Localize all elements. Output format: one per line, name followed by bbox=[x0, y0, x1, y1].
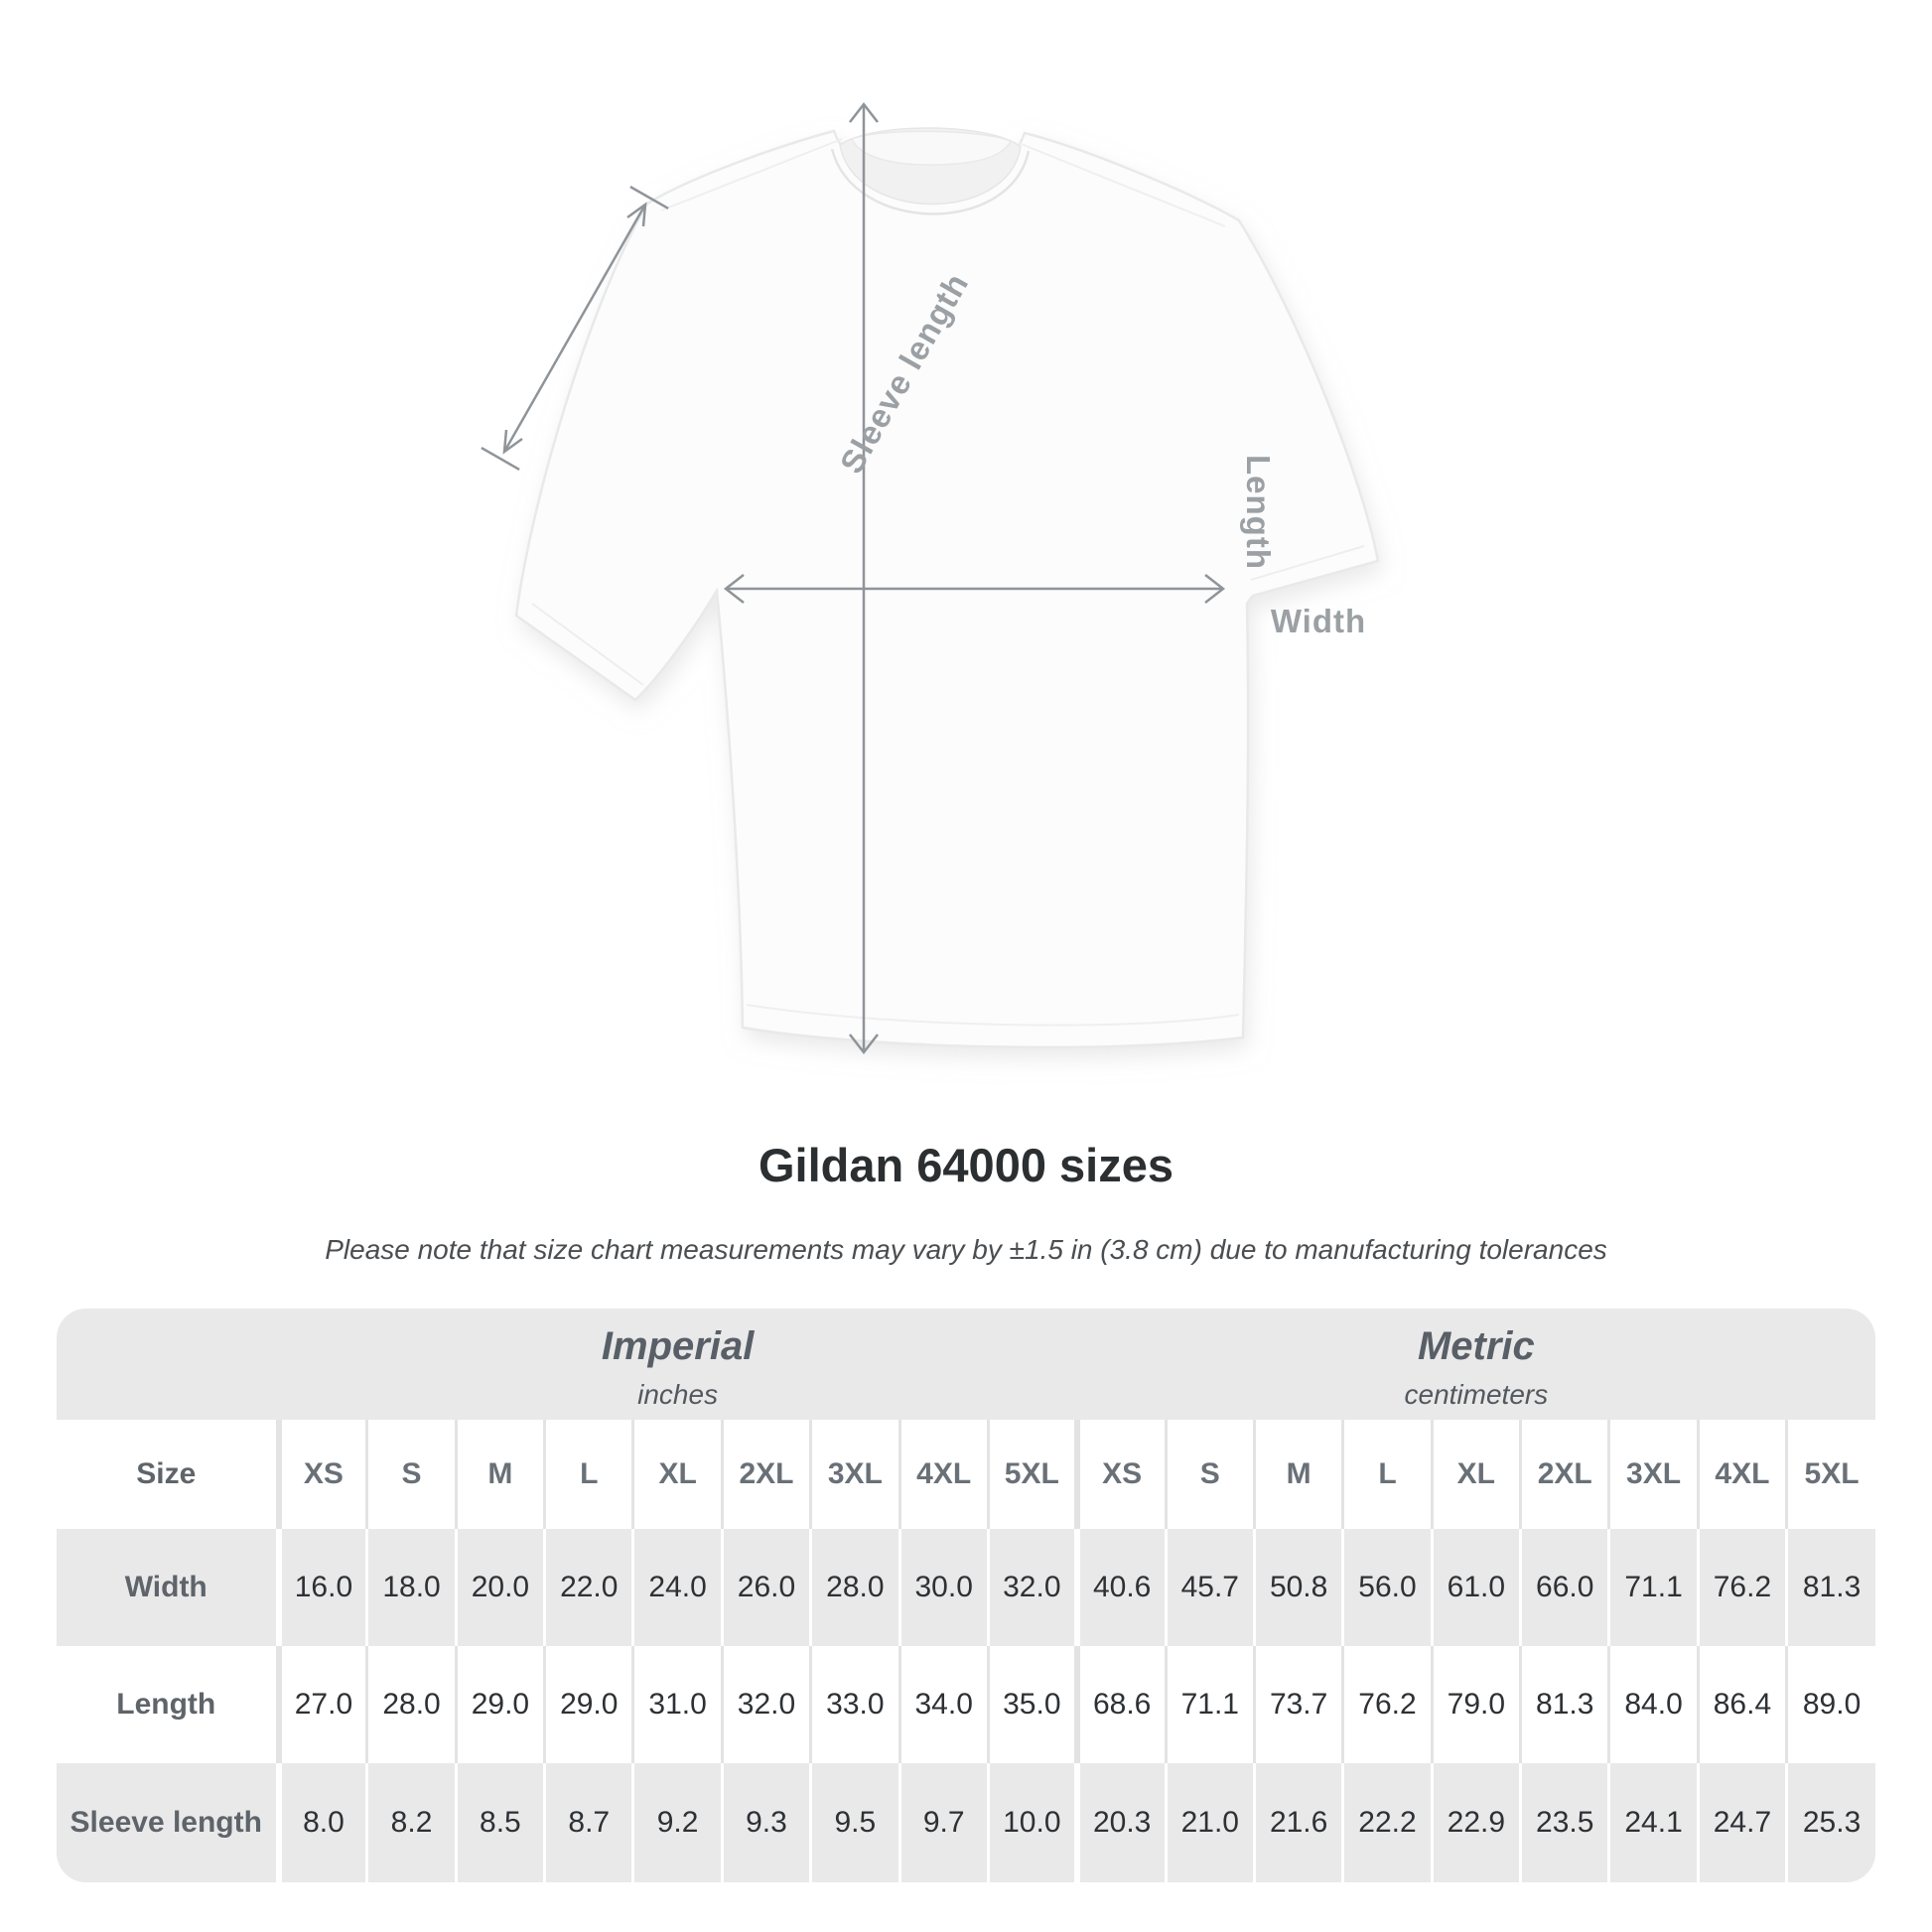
table-cell: 31.0 bbox=[633, 1646, 722, 1763]
size-col: S bbox=[367, 1420, 456, 1529]
table-cell: 34.0 bbox=[899, 1646, 988, 1763]
size-col: 2XL bbox=[722, 1420, 810, 1529]
metric-header bbox=[1077, 1309, 1875, 1420]
size-col: 2XL bbox=[1521, 1420, 1609, 1529]
table-cell: 45.7 bbox=[1166, 1529, 1254, 1646]
size-col: L bbox=[545, 1420, 633, 1529]
table-cell: 86.4 bbox=[1698, 1646, 1786, 1763]
length-label: Length bbox=[1240, 455, 1277, 570]
metric-unit: centimeters bbox=[1404, 1378, 1549, 1410]
size-col: XL bbox=[1432, 1420, 1520, 1529]
table-cell: 50.8 bbox=[1254, 1529, 1342, 1646]
metric-title: Metric bbox=[1417, 1323, 1535, 1368]
unit-header-spacer bbox=[57, 1309, 279, 1420]
table-cell: 33.0 bbox=[811, 1646, 899, 1763]
table-cell: 79.0 bbox=[1432, 1646, 1520, 1763]
table-cell: 26.0 bbox=[722, 1529, 810, 1646]
table-cell: 9.3 bbox=[722, 1763, 810, 1882]
table-cell: 27.0 bbox=[279, 1646, 367, 1763]
tolerance-note: Please note that size chart measurements may vary by ±1.5 in (3.8 cm) due to manufacturing tolerances bbox=[325, 1234, 1607, 1265]
sleeve-length-row bbox=[57, 1763, 1875, 1882]
table-cell: 84.0 bbox=[1609, 1646, 1698, 1763]
size-col: 3XL bbox=[811, 1420, 899, 1529]
table-cell: 8.2 bbox=[367, 1763, 456, 1882]
size-col: M bbox=[456, 1420, 544, 1529]
table-cell: 71.1 bbox=[1166, 1646, 1254, 1763]
size-col: 5XL bbox=[1787, 1420, 1875, 1529]
size-col: M bbox=[1254, 1420, 1342, 1529]
size-col: XL bbox=[633, 1420, 722, 1529]
table-cell: 21.0 bbox=[1166, 1763, 1254, 1882]
row-label: Width bbox=[124, 1571, 207, 1603]
table-cell: 28.0 bbox=[811, 1529, 899, 1646]
table-cell: 81.3 bbox=[1787, 1529, 1875, 1646]
table-cell: 76.2 bbox=[1698, 1529, 1786, 1646]
sleeve-length-label: Sleeve length bbox=[832, 266, 976, 480]
page-title: Gildan 64000 sizes bbox=[758, 1139, 1174, 1191]
table-cell: 24.7 bbox=[1698, 1763, 1786, 1882]
unit-header-row bbox=[57, 1309, 1875, 1420]
table-cell: 76.2 bbox=[1343, 1646, 1432, 1763]
size-col: 4XL bbox=[899, 1420, 988, 1529]
table-cell: 56.0 bbox=[1343, 1529, 1432, 1646]
table-cell: 32.0 bbox=[988, 1529, 1076, 1646]
width-row bbox=[57, 1529, 1875, 1646]
table-cell: 24.1 bbox=[1609, 1763, 1698, 1882]
table-cell: 20.0 bbox=[456, 1529, 544, 1646]
table-cell: 16.0 bbox=[279, 1529, 367, 1646]
width-label: Width bbox=[1270, 603, 1367, 639]
imperial-unit: inches bbox=[637, 1378, 719, 1410]
row-label: Sleeve length bbox=[69, 1806, 262, 1839]
size-col: 3XL bbox=[1609, 1420, 1698, 1529]
table-cell: 9.5 bbox=[811, 1763, 899, 1882]
row-label: Length bbox=[116, 1688, 216, 1721]
table-cell: 10.0 bbox=[988, 1763, 1076, 1882]
table-cell: 28.0 bbox=[367, 1646, 456, 1763]
table-cell: 61.0 bbox=[1432, 1529, 1520, 1646]
size-col: 5XL bbox=[988, 1420, 1076, 1529]
table-cell: 81.3 bbox=[1521, 1646, 1609, 1763]
size-col: L bbox=[1343, 1420, 1432, 1529]
table-cell: 8.5 bbox=[456, 1763, 544, 1882]
table-cell: 22.9 bbox=[1432, 1763, 1520, 1882]
table-cell: 71.1 bbox=[1609, 1529, 1698, 1646]
table-cell: 35.0 bbox=[988, 1646, 1076, 1763]
table-cell: 30.0 bbox=[899, 1529, 988, 1646]
table-cell: 20.3 bbox=[1077, 1763, 1166, 1882]
size-table bbox=[57, 1309, 1875, 1882]
table-cell: 23.5 bbox=[1521, 1763, 1609, 1882]
table-cell: 29.0 bbox=[545, 1646, 633, 1763]
table-cell: 22.0 bbox=[545, 1529, 633, 1646]
table-cell: 73.7 bbox=[1254, 1646, 1342, 1763]
length-row bbox=[57, 1646, 1875, 1763]
size-col: S bbox=[1166, 1420, 1254, 1529]
table-cell: 29.0 bbox=[456, 1646, 544, 1763]
table-cell: 32.0 bbox=[722, 1646, 810, 1763]
size-table-panel bbox=[57, 1309, 1875, 1882]
size-col: 4XL bbox=[1698, 1420, 1786, 1529]
table-cell: 24.0 bbox=[633, 1529, 722, 1646]
imperial-title: Imperial bbox=[601, 1323, 755, 1368]
imperial-header bbox=[279, 1309, 1077, 1420]
table-cell: 89.0 bbox=[1787, 1646, 1875, 1763]
tshirt-illustration bbox=[367, 60, 1509, 1102]
size-header: Size bbox=[136, 1457, 197, 1490]
size-col: XS bbox=[279, 1420, 367, 1529]
table-cell: 40.6 bbox=[1077, 1529, 1166, 1646]
table-cell: 9.7 bbox=[899, 1763, 988, 1882]
table-cell: 25.3 bbox=[1787, 1763, 1875, 1882]
table-cell: 9.2 bbox=[633, 1763, 722, 1882]
table-cell: 18.0 bbox=[367, 1529, 456, 1646]
tshirt-diagram bbox=[367, 60, 1509, 1102]
table-cell: 22.2 bbox=[1343, 1763, 1432, 1882]
size-col: XS bbox=[1077, 1420, 1166, 1529]
size-header-row bbox=[57, 1420, 1875, 1529]
table-cell: 66.0 bbox=[1521, 1529, 1609, 1646]
table-cell: 8.0 bbox=[279, 1763, 367, 1882]
table-cell: 21.6 bbox=[1254, 1763, 1342, 1882]
table-cell: 8.7 bbox=[545, 1763, 633, 1882]
table-cell: 68.6 bbox=[1077, 1646, 1166, 1763]
